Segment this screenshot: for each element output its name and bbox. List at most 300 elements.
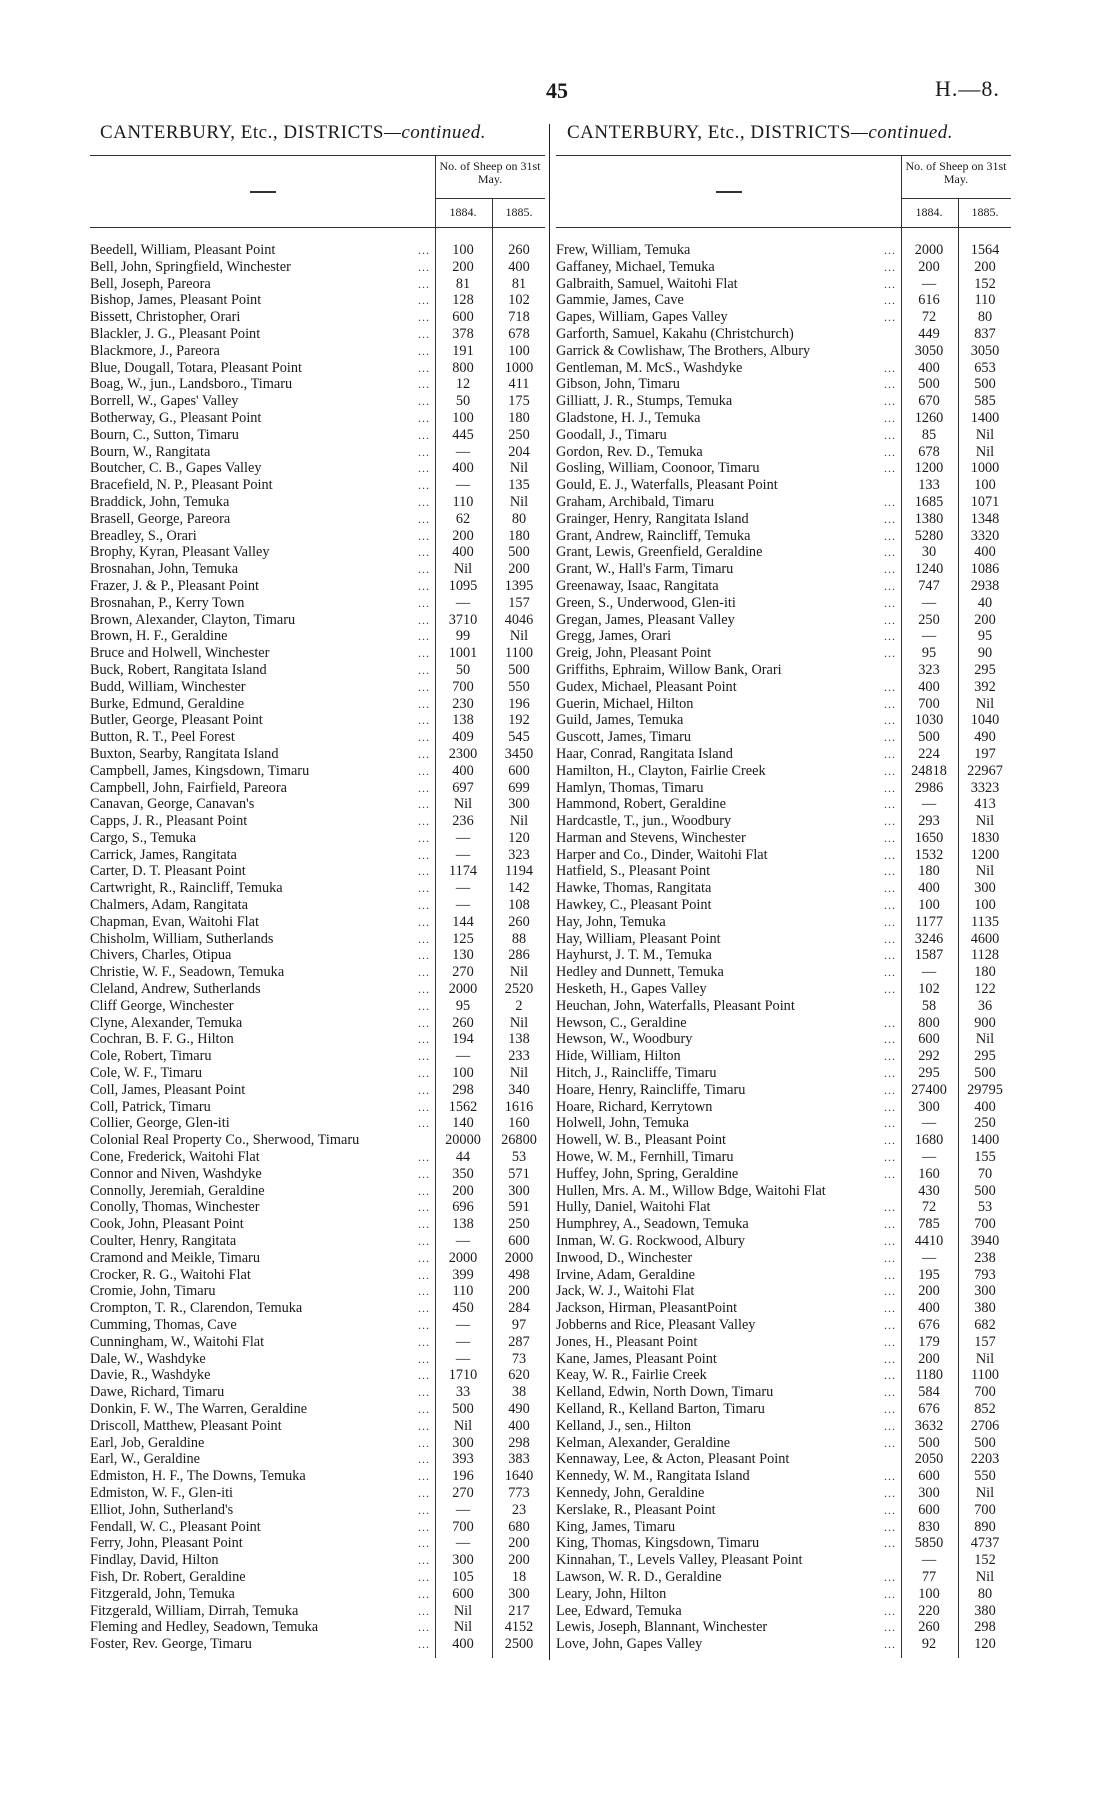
table-row <box>90 1351 545 1368</box>
leader-dots: ... <box>418 746 430 761</box>
leader-dots: ... <box>418 1334 430 1349</box>
sheep-1884: 191 <box>452 342 474 359</box>
owner-name: Haar, Conrad, Rangitata Island . . . <box>556 746 901 763</box>
sheep-1884: 1095 <box>448 577 478 594</box>
owner-name: Hoare, Henry, Raincliffe, Timaru . . . <box>556 1082 901 1099</box>
sheep-1884: 300 <box>918 1098 940 1115</box>
sheep-1885: 1100 <box>504 645 534 662</box>
table-row <box>90 1468 545 1485</box>
sheep-1884: 200 <box>918 258 940 275</box>
table-row <box>90 1569 545 1586</box>
leader-dots: ... <box>418 1049 430 1064</box>
table-row <box>556 1636 1011 1653</box>
table-row <box>90 1384 545 1401</box>
sheep-1885: Nil <box>975 863 995 880</box>
leader-dots: ... <box>418 1150 430 1165</box>
owner-name: Hatfield, S., Pleasant Point . . . <box>556 863 901 880</box>
owner-name: Breadley, S., Orari . . . <box>90 528 435 545</box>
sheep-1884: 44 <box>455 1149 471 1166</box>
table-row <box>556 1199 1011 1216</box>
owner-name: Cole, Robert, Timaru . . . <box>90 1048 435 1065</box>
sheep-1885: 1400 <box>970 1132 1000 1149</box>
sheep-1884: 830 <box>918 1518 940 1535</box>
leader-dots: ... <box>884 1519 896 1534</box>
leader-dots: ... <box>418 1519 430 1534</box>
owner-name: Bracefield, N. P., Pleasant Point . . . <box>90 477 435 494</box>
owner-name: Gregg, James, Orari . . . <box>556 628 901 645</box>
table-row <box>90 1115 545 1132</box>
sheep-1884: 260 <box>918 1619 940 1636</box>
leader-dots: ... <box>418 545 430 560</box>
owner-name: Cone, Frederick, Waitohi Flat . . . <box>90 1149 435 1166</box>
sheep-1885: 155 <box>974 1149 996 1166</box>
table-row <box>90 1418 545 1435</box>
leader-dots: ... <box>418 696 430 711</box>
sheep-1885: 250 <box>508 426 530 443</box>
sheep-1884: 1650 <box>914 829 944 846</box>
owner-name: Brophy, Kyran, Pleasant Valley . . . <box>90 544 435 561</box>
sheep-1884: — <box>921 964 937 981</box>
table-row <box>90 1048 545 1065</box>
owner-name: Jackson, Hirman, PleasantPoint . . . <box>556 1300 901 1317</box>
table-row <box>90 477 545 494</box>
rule <box>90 227 545 228</box>
leader-dots: ... <box>884 1284 896 1299</box>
sheep-1885: 300 <box>508 796 530 813</box>
sheep-1884: 144 <box>452 913 474 930</box>
owner-name: Garforth, Samuel, Kakahu (Christchurch) . . . <box>556 326 901 343</box>
owner-name: Dale, W., Washdyke . . . <box>90 1351 435 1368</box>
sheep-1884: 670 <box>918 393 940 410</box>
sheep-1885: 4600 <box>970 930 1000 947</box>
sheep-1885: 380 <box>974 1300 996 1317</box>
table-row <box>556 1435 1011 1452</box>
sheep-1885: 620 <box>508 1367 530 1384</box>
leader-dots: ... <box>884 1082 896 1097</box>
right-heading-continued: —continued. <box>850 122 954 143</box>
owner-name: Grainger, Henry, Rangitata Island . . . <box>556 511 901 528</box>
table-row <box>90 780 545 797</box>
table-row <box>556 813 1011 830</box>
right-table-body <box>556 242 1011 1653</box>
sheep-1885: 4737 <box>970 1535 1000 1552</box>
sheep-1884: 50 <box>455 393 471 410</box>
sheep-1884: 58 <box>921 997 937 1014</box>
sheep-1885: 200 <box>974 258 996 275</box>
leader-dots: ... <box>884 1234 896 1249</box>
owner-name: Frew, William, Temuka . . . <box>556 242 901 259</box>
table-row <box>556 964 1011 981</box>
sheep-1885: 900 <box>974 1014 996 1031</box>
sheep-1885: 700 <box>974 1384 996 1401</box>
table-row <box>556 1519 1011 1536</box>
owner-name: Bruce and Holwell, Winchester . . . <box>90 645 435 662</box>
sheep-1885: 890 <box>974 1518 996 1535</box>
table-row <box>556 1031 1011 1048</box>
table-row <box>90 628 545 645</box>
sheep-1884: 350 <box>452 1165 474 1182</box>
leader-dots: ... <box>418 629 430 644</box>
table-row <box>556 544 1011 561</box>
leader-dots: ... <box>418 898 430 913</box>
owner-name: Garrick & Cowlishaw, The Brothers, Albury . . . <box>556 343 901 360</box>
owner-name: Buxton, Searby, Rangitata Island . . . <box>90 746 435 763</box>
leader-dots: ... <box>884 1116 896 1131</box>
leader-dots: ... <box>884 864 896 879</box>
owner-name: Gould, E. J., Waterfalls, Pleasant Point . . . <box>556 477 901 494</box>
leader-dots: ... <box>418 1301 430 1316</box>
table-row <box>90 309 545 326</box>
owner-name: Borrell, W., Gapes' Valley . . . <box>90 393 435 410</box>
sheep-1885: 490 <box>508 1400 530 1417</box>
sheep-1884: 77 <box>921 1568 937 1585</box>
sheep-1885: 102 <box>508 292 530 309</box>
leader-dots: ... <box>884 377 896 392</box>
leader-dots: ... <box>884 1267 896 1282</box>
table-row <box>90 1317 545 1334</box>
page-code: H.—8. <box>935 76 1000 101</box>
sheep-1885: 284 <box>508 1300 530 1317</box>
leader-dots: ... <box>884 1385 896 1400</box>
sheep-1885: 287 <box>508 1333 530 1350</box>
sheep-1884: — <box>455 1048 471 1065</box>
sheep-1884: — <box>455 880 471 897</box>
sheep-1884: 400 <box>452 460 474 477</box>
leader-dots: ... <box>418 881 430 896</box>
sheep-1885: 550 <box>974 1468 996 1485</box>
sheep-1884: 100 <box>918 1585 940 1602</box>
table-row <box>90 1334 545 1351</box>
table-row <box>90 880 545 897</box>
table-row <box>556 477 1011 494</box>
sheep-1884: 200 <box>918 1350 940 1367</box>
sheep-1885: 837 <box>974 325 996 342</box>
owner-name: Greig, John, Pleasant Point . . . <box>556 645 901 662</box>
leader-dots: ... <box>884 1368 896 1383</box>
owner-name: Crompton, T. R., Clarendon, Temuka . . . <box>90 1300 435 1317</box>
table-row <box>556 931 1011 948</box>
leader-dots: ... <box>884 394 896 409</box>
sheep-1885: 260 <box>508 242 530 258</box>
sheep-1884: 92 <box>921 1636 937 1653</box>
sheep-1885: 204 <box>508 443 530 460</box>
leader-dots: ... <box>884 1015 896 1030</box>
table-row <box>90 1451 545 1468</box>
sheep-1885: 88 <box>511 930 527 947</box>
table-row <box>556 1250 1011 1267</box>
left-table-body <box>90 242 545 1653</box>
sheep-1884: 180 <box>918 863 940 880</box>
sheep-1885: 1395 <box>504 577 534 594</box>
table-row <box>90 712 545 729</box>
owner-name: Cook, John, Pleasant Point . . . <box>90 1216 435 1233</box>
owner-name: Grant, W., Hall's Farm, Timaru . . . <box>556 561 901 578</box>
sheep-1885: 2500 <box>504 1636 534 1653</box>
sheep-1885: 192 <box>508 712 530 729</box>
sheep-1884: 1174 <box>448 863 478 880</box>
owner-name: Griffiths, Ephraim, Willow Bank, Orari . . . <box>556 662 901 679</box>
table-row <box>90 511 545 528</box>
table-row <box>90 1149 545 1166</box>
owner-name: Braddick, John, Temuka . . . <box>90 494 435 511</box>
sheep-1884: 295 <box>918 1065 940 1082</box>
sheep-1885: 90 <box>977 645 993 662</box>
table-row <box>556 628 1011 645</box>
leader-dots: ... <box>418 1502 430 1517</box>
owner-name: Connor and Niven, Washdyke . . . <box>90 1166 435 1183</box>
sheep-1884: 616 <box>918 292 940 309</box>
table-row <box>90 528 545 545</box>
owner-name: Connolly, Jeremiah, Geraldine . . . <box>90 1183 435 1200</box>
sheep-count-label: No. of Sheep on 31st May. <box>439 159 541 186</box>
owner-name: Brosnahan, John, Temuka . . . <box>90 561 435 578</box>
sheep-1885: 180 <box>974 964 996 981</box>
sheep-1884: 196 <box>452 1468 474 1485</box>
owner-name: Bissett, Christopher, Orari . . . <box>90 309 435 326</box>
table-row <box>90 1435 545 1452</box>
leader-dots: ... <box>884 511 896 526</box>
table-row <box>90 830 545 847</box>
sheep-1884: 700 <box>452 1518 474 1535</box>
table-row <box>556 1619 1011 1636</box>
owner-name: Gudex, Michael, Pleasant Point . . . <box>556 679 901 696</box>
leader-dots: ... <box>418 1183 430 1198</box>
leader-dots: ... <box>884 1637 896 1652</box>
leader-dots: ... <box>418 1536 430 1551</box>
leader-dots: ... <box>418 562 430 577</box>
sheep-1884: 400 <box>452 762 474 779</box>
owner-name: Hedley and Dunnett, Temuka . . . <box>556 964 901 981</box>
sheep-1884: 676 <box>918 1317 940 1333</box>
sheep-1885: 18 <box>511 1568 527 1585</box>
table-row <box>556 360 1011 377</box>
owner-name: Fish, Dr. Robert, Geraldine . . . <box>90 1569 435 1586</box>
sheep-1885: 180 <box>508 527 530 544</box>
leader-dots: ... <box>418 998 430 1013</box>
leader-dots: ... <box>884 982 896 997</box>
owner-name: Kane, James, Pleasant Point . . . <box>556 1351 901 1368</box>
leader-dots: ... <box>884 427 896 442</box>
sheep-1884: 2300 <box>448 745 478 762</box>
sheep-1885: 852 <box>974 1400 996 1417</box>
table-row <box>556 1603 1011 1620</box>
sheep-1884: 5280 <box>914 527 944 544</box>
sheep-1885: 411 <box>508 376 530 393</box>
sheep-1884: 1030 <box>914 712 944 729</box>
table-row <box>556 393 1011 410</box>
year-1885-label: 1885. <box>971 205 999 219</box>
owner-name: Kelman, Alexander, Geraldine . . . <box>556 1435 901 1452</box>
owner-name: Ferry, John, Pleasant Point . . . <box>90 1535 435 1552</box>
leader-dots: ... <box>884 578 896 593</box>
sheep-1884: 3632 <box>914 1417 944 1434</box>
owner-name: Jack, W. J., Waitohi Flat . . . <box>556 1283 901 1300</box>
sheep-1884: 800 <box>918 1014 940 1031</box>
leader-dots: ... <box>884 1586 896 1601</box>
table-row <box>556 1351 1011 1368</box>
sheep-1884: — <box>921 796 937 813</box>
sheep-1884: Nil <box>453 561 473 578</box>
owner-name: Hay, William, Pleasant Point . . . <box>556 931 901 948</box>
owner-name: Brasell, George, Pareora . . . <box>90 511 435 528</box>
table-row <box>90 662 545 679</box>
sheep-1885: Nil <box>975 1568 995 1585</box>
leader-dots: ... <box>884 931 896 946</box>
leader-dots: ... <box>884 948 896 963</box>
sheep-1884: — <box>455 1501 471 1518</box>
sheep-1885: 700 <box>974 1216 996 1233</box>
sheep-1884: 24818 <box>911 762 947 779</box>
owner-name: Inwood, D., Winchester . . . <box>556 1250 901 1267</box>
leader-dots: ... <box>418 377 430 392</box>
owner-name: Kennedy, John, Geraldine . . . <box>556 1485 901 1502</box>
table-row <box>556 1283 1011 1300</box>
sheep-1885: 122 <box>974 981 996 998</box>
owner-name: Bourn, C., Sutton, Timaru . . . <box>90 427 435 444</box>
sheep-1885: 81 <box>511 275 527 292</box>
leader-dots: ... <box>884 1569 896 1584</box>
sheep-1885: 400 <box>974 544 996 561</box>
owner-name: Kerslake, R., Pleasant Point . . . <box>556 1502 901 1519</box>
sheep-1885: 1830 <box>970 829 1000 846</box>
leader-dots: ... <box>884 562 896 577</box>
leader-dots: ... <box>884 730 896 745</box>
table-row <box>556 595 1011 612</box>
owner-name: Bishop, James, Pleasant Point . . . <box>90 292 435 309</box>
leader-dots: ... <box>884 763 896 778</box>
table-row <box>90 1031 545 1048</box>
owner-name: Hayhurst, J. T. M., Temuka . . . <box>556 947 901 964</box>
left-table-header <box>90 155 545 227</box>
sheep-1884: 250 <box>918 611 940 628</box>
leader-dots: ... <box>418 1435 430 1450</box>
sheep-1884: 400 <box>918 359 940 376</box>
sheep-1884: 194 <box>452 1031 474 1048</box>
leader-dots: ... <box>418 1452 430 1467</box>
leader-dots: ... <box>418 259 430 274</box>
sheep-1884: 600 <box>452 309 474 326</box>
owner-name: Lawson, W. R. D., Geraldine . . . <box>556 1569 901 1586</box>
table-row <box>556 645 1011 662</box>
leader-dots: ... <box>418 595 430 610</box>
owner-name: Foster, Rev. George, Timaru . . . <box>90 1636 435 1653</box>
right-column-heading <box>567 122 953 144</box>
table-row <box>556 1384 1011 1401</box>
owner-name: Cliff George, Winchester . . . <box>90 998 435 1015</box>
leader-dots: ... <box>418 343 430 358</box>
sheep-1885: Nil <box>509 460 529 477</box>
table-row <box>90 444 545 461</box>
sheep-1885: 200 <box>508 1535 530 1552</box>
owner-name: Holwell, John, Temuka . . . <box>556 1115 901 1132</box>
sheep-1885: Nil <box>509 1065 529 1082</box>
table-row <box>556 1300 1011 1317</box>
owner-name: Beedell, William, Pleasant Point . . . <box>90 242 435 259</box>
table-row <box>90 679 545 696</box>
owner-name: Colonial Real Property Co., Sherwood, Timaru . . . <box>90 1132 435 1149</box>
table-row <box>556 746 1011 763</box>
owner-name: Coll, Patrick, Timaru . . . <box>90 1099 435 1116</box>
leader-dots: ... <box>884 1485 896 1500</box>
sheep-1885: 298 <box>508 1434 530 1451</box>
leader-dots: ... <box>418 780 430 795</box>
sheep-1885: 197 <box>974 745 996 762</box>
sheep-1884: — <box>921 1149 937 1166</box>
owner-name: Irvine, Adam, Geraldine . . . <box>556 1267 901 1284</box>
sheep-1884: 1380 <box>914 510 944 527</box>
sheep-1884: 81 <box>455 275 471 292</box>
sheep-1884: 300 <box>918 1484 940 1501</box>
table-row <box>556 1132 1011 1149</box>
sheep-1885: 3320 <box>970 527 1000 544</box>
table-row <box>556 847 1011 864</box>
table-row <box>90 863 545 880</box>
sheep-1884: 100 <box>452 409 474 426</box>
sheep-1885: 1194 <box>504 863 534 880</box>
owner-name: Butler, George, Pleasant Point . . . <box>90 712 435 729</box>
sheep-1884: — <box>455 477 471 494</box>
owner-name: Cochran, B. F. G., Hilton . . . <box>90 1031 435 1048</box>
sheep-1885: 29795 <box>967 1081 1003 1098</box>
owner-name: Crocker, R. G., Waitohi Flat . . . <box>90 1267 435 1284</box>
leader-dots: ... <box>884 1166 896 1181</box>
sheep-1885: 80 <box>511 510 527 527</box>
sheep-1884: 4410 <box>914 1233 944 1250</box>
sheep-1884: 140 <box>452 1115 474 1132</box>
table-row <box>556 309 1011 326</box>
year-1884-label: 1884. <box>449 205 477 219</box>
sheep-1884: 430 <box>918 1182 940 1199</box>
sheep-1885: 718 <box>508 309 530 326</box>
sheep-1885: 97 <box>511 1317 527 1333</box>
sheep-1885: 120 <box>508 829 530 846</box>
sheep-1884: 2000 <box>448 1249 478 1266</box>
sheep-1884: 300 <box>452 1552 474 1569</box>
table-row <box>90 561 545 578</box>
table-row <box>90 1099 545 1116</box>
table-row <box>556 998 1011 1015</box>
owner-name: Cunningham, W., Waitohi Flat . . . <box>90 1334 435 1351</box>
owner-name: Gapes, William, Gapes Valley . . . <box>556 309 901 326</box>
owner-name: Humphrey, A., Seadown, Temuka . . . <box>556 1216 901 1233</box>
sheep-1884: 298 <box>452 1081 474 1098</box>
table-row <box>90 1636 545 1653</box>
leader-dots: ... <box>418 1586 430 1601</box>
sheep-1885: 175 <box>508 393 530 410</box>
sheep-1885: 500 <box>974 376 996 393</box>
owner-name: Cramond and Meikle, Timaru . . . <box>90 1250 435 1267</box>
table-row <box>90 578 545 595</box>
table-row <box>556 1048 1011 1065</box>
table-row <box>90 1586 545 1603</box>
sheep-1884: 400 <box>452 1636 474 1653</box>
leader-dots: ... <box>418 478 430 493</box>
owner-name: Cargo, S., Temuka . . . <box>90 830 435 847</box>
table-row <box>90 494 545 511</box>
sheep-1885: 200 <box>508 1283 530 1300</box>
owner-name: Cleland, Andrew, Sutherlands . . . <box>90 981 435 998</box>
sheep-1884: 2000 <box>914 242 944 258</box>
table-row <box>556 763 1011 780</box>
sheep-1884: 700 <box>918 695 940 712</box>
owner-name: Guscott, James, Timaru . . . <box>556 729 901 746</box>
table-row <box>90 1216 545 1233</box>
table-row <box>556 494 1011 511</box>
leader-dots: ... <box>418 1603 430 1618</box>
table-row <box>556 343 1011 360</box>
sheep-1884: 128 <box>452 292 474 309</box>
sheep-1884: 400 <box>452 544 474 561</box>
